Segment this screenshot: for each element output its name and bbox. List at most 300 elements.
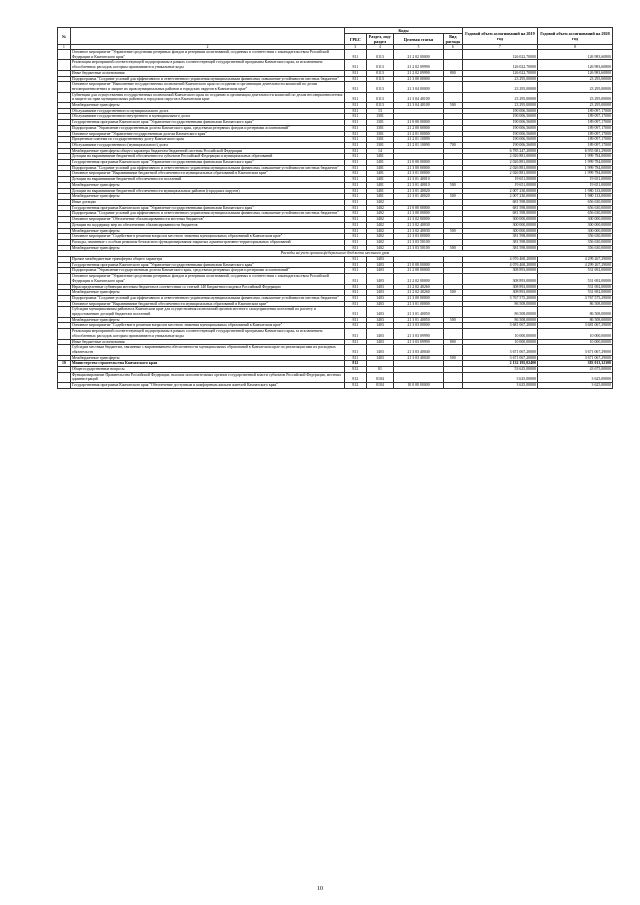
row-amount-2019-cell: 86 508,00000 — [462, 301, 537, 307]
row-name-cell: Межбюджетные трансферты — [70, 194, 344, 200]
row-target-cell: 21 3 04 40100 — [394, 92, 443, 102]
row-number-cell — [58, 383, 71, 389]
row-grbs-cell: 811 — [345, 329, 366, 339]
row-amount-2020-cell: 19 651,00000 — [537, 182, 612, 188]
row-target-cell: 21 2 01 10090 — [394, 137, 443, 143]
row-name-cell: Межбюджетные трансферты — [70, 317, 344, 323]
row-grbs-cell: 811 — [345, 70, 366, 76]
row-razdel-cell: 1402 — [366, 239, 394, 245]
row-name-cell: Подпрограмма "Создание условий для эффективного и ответственного управления муниципальными финансами, повышение устойчивости местных бюджетов" — [70, 211, 344, 217]
row-number-cell — [58, 345, 71, 355]
row-target-cell: 21 0 00 00000 — [394, 262, 443, 268]
row-razdel-cell: 0113 — [366, 70, 394, 76]
row-razdel-cell: 13 — [366, 108, 394, 114]
row-grbs-cell: 812 — [345, 383, 366, 389]
row-name-cell: Иные бюджетные ассигнования — [70, 339, 344, 345]
table-row — [58, 307, 613, 317]
row-name-cell: Реализация мероприятий соответствующей подпрограммы в рамках соответствующей государственной программы Камчатского края, за исключением обособленных расходов, которым присваиваются уникальные коды — [70, 329, 344, 339]
table-row — [58, 82, 613, 92]
table-row — [58, 383, 613, 389]
row-target-cell: 21 3 03 00000 — [394, 234, 443, 240]
table-row — [58, 274, 613, 284]
row-razdel-cell: 1301 — [366, 131, 394, 137]
row-razdel-cell: 1402 — [366, 211, 394, 217]
row-amount-2020-cell: 4 299 267,29000 — [537, 262, 612, 268]
row-amount-2020-cell: 189 097,17000 — [537, 108, 612, 114]
row-amount-2019-cell: 3 671 067,20000 — [462, 355, 537, 361]
row-number-cell — [58, 307, 71, 317]
row-grbs-cell: 811 — [345, 239, 366, 245]
row-razdel-cell: 1403 — [366, 345, 394, 355]
row-target-cell: 21 2 02 09990 — [394, 70, 443, 76]
row-expense-type-cell — [443, 82, 462, 92]
table-row — [58, 211, 613, 217]
row-amount-2019-cell: 19 651,00000 — [462, 182, 537, 188]
row-amount-2020-cell: 4 299 267,29000 — [537, 257, 612, 263]
row-name-cell: Межбюджетные трансферты — [70, 103, 344, 109]
row-grbs-cell: 811 — [345, 268, 366, 274]
row-name-cell: Межбюджетные трансферты — [70, 182, 344, 188]
header-vr: Вид расхода — [443, 34, 462, 45]
row-expense-type-cell — [443, 50, 462, 60]
row-target-cell: 21 3 01 00000 — [394, 301, 443, 307]
header-codes: Коды — [345, 28, 463, 34]
row-amount-2020-cell: 1 999 784,00000 — [537, 165, 612, 171]
row-amount-2020-cell: 3 625,00000 — [537, 383, 612, 389]
row-target-cell: 21 3 03 40040 — [394, 345, 443, 355]
row-name-cell: Подпрограмма "Управление государственным долгом Камчатского края, средствами резервных фондов и резервами ассигнований" — [70, 125, 344, 131]
row-amount-2019-cell: 308 893,00000 — [462, 274, 537, 284]
row-expense-type-cell — [443, 60, 462, 70]
row-grbs-cell: 811 — [345, 103, 366, 109]
row-target-cell: 21 3 01 00000 — [394, 171, 443, 177]
row-razdel-cell: 0113 — [366, 92, 394, 102]
row-razdel-cell: 1402 — [366, 205, 394, 211]
row-razdel-cell: 1402 — [366, 234, 394, 240]
row-amount-2020-cell: 300 000,00000 — [537, 228, 612, 234]
row-target-cell: 21 3 01 40020 — [394, 194, 443, 200]
row-target-cell: 21 3 00 00000 — [394, 295, 443, 301]
row-target-cell: 21 0 00 00000 — [394, 205, 443, 211]
row-target-cell: 21 3 02 40030 — [394, 228, 443, 234]
row-amount-2019-cell: 190 006,56000 — [462, 142, 537, 148]
row-expense-type-cell: 500 — [443, 103, 462, 109]
table-row — [58, 165, 613, 171]
row-amount-2020-cell: 189 097,17000 — [537, 125, 612, 131]
row-grbs-cell: 811 — [345, 148, 366, 154]
row-amount-2019-cell: 190 006,56000 — [462, 108, 537, 114]
row-razdel-cell: 1402 — [366, 199, 394, 205]
row-amount-2020-cell: 6 955 681,29000 — [537, 148, 612, 154]
row-razdel-cell: 0104 — [366, 372, 394, 382]
row-razdel-cell: 0104 — [366, 383, 394, 389]
row-target-cell: 21 2 00 00000 — [394, 125, 443, 131]
row-grbs-cell: 811 — [345, 108, 366, 114]
row-target-cell: 21 2 01 00000 — [394, 131, 443, 137]
row-amount-2019-cell: 23 295,00000 — [462, 103, 537, 109]
row-amount-2020-cell: 531 692,00000 — [537, 274, 612, 284]
row-amount-2020-cell: 1 980 133,00000 — [537, 188, 612, 194]
row-grbs-cell: 811 — [345, 290, 366, 296]
row-grbs-cell: 811 — [345, 171, 366, 177]
index-cell: 6 — [443, 45, 462, 50]
row-amount-2019-cell: 6 785 247,20000 — [462, 148, 537, 154]
row-number-cell — [58, 329, 71, 339]
row-grbs-cell: 811 — [345, 205, 366, 211]
row-grbs-cell: 811 — [345, 165, 366, 171]
row-amount-2020-cell: 189 097,17000 — [537, 131, 612, 137]
row-razdel-cell: 0113 — [366, 60, 394, 70]
row-target-cell: 21 3 01 40010 — [394, 177, 443, 183]
row-name-cell: Основное мероприятие "Выполнение государственных полномочий Камчатского края по созданию и организации деятельности комиссий по делам несовершеннолетних и защите их прав муниципальных районов и городских округов в Камчатском крае" — [70, 82, 344, 92]
table-row — [58, 329, 613, 339]
row-razdel-cell: 1401 — [366, 188, 394, 194]
row-grbs-cell: 811 — [345, 274, 366, 284]
row-expense-type-cell — [443, 345, 462, 355]
row-target-cell: 21 3 01 40050 — [394, 307, 443, 317]
row-name-cell: Расходы, связанные с особым режимом безопасного функционирования закрытых административно-территориальных образований — [70, 239, 344, 245]
row-name-cell: Дотации на выравнивание бюджетной обеспеченности субъектов Российской Федерации и муниципальных образований — [70, 154, 344, 160]
row-razdel-cell: 1403 — [366, 268, 394, 274]
row-target-cell: 21 3 03 40040 — [394, 355, 443, 361]
row-amount-2019-cell: 3 625,00000 — [462, 383, 537, 389]
row-amount-2020-cell: 23 295,00000 — [537, 103, 612, 109]
row-grbs-cell: 811 — [345, 355, 366, 361]
index-cell: 4 — [366, 45, 394, 50]
row-name-cell: Межбюджетные трансферты — [70, 245, 344, 251]
row-number-cell: 10 — [58, 361, 71, 367]
row-amount-2020-cell: 126 983,60800 — [537, 60, 612, 70]
row-razdel-cell: 1301 — [366, 114, 394, 120]
row-grbs-cell: 812 — [345, 372, 366, 382]
row-grbs-cell: 811 — [345, 131, 366, 137]
row-amount-2019-cell: 86 508,00000 — [462, 317, 537, 323]
row-amount-2020-cell: 3 671 067,29000 — [537, 355, 612, 361]
row-name-cell: Общегосударственные вопросы — [70, 367, 344, 373]
row-amount-2019-cell: 300 000,00000 — [462, 222, 537, 228]
row-number-cell — [58, 82, 71, 92]
row-name-cell: Межбюджетные трансферты — [70, 228, 344, 234]
row-amount-2020-cell: 1 980 133,00000 — [537, 194, 612, 200]
page-number: 10 — [317, 886, 323, 892]
row-amount-2020-cell: 656 630,00000 — [537, 199, 612, 205]
row-amount-2019-cell: 3 625,00000 — [462, 372, 537, 382]
row-amount-2019-cell: 2 026 881,00000 — [462, 154, 537, 160]
row-number-cell — [58, 274, 71, 284]
row-grbs-cell: 811 — [345, 92, 366, 102]
row-name-cell: Государственная программа Камчатского края "Управление государственными финансами Камчатского края" — [70, 262, 344, 268]
row-name-cell: Прочие межбюджетные трансферты общего характера — [70, 257, 344, 263]
row-name-cell: Подпрограмма "Создание условий для эффективного и ответственного управления муниципальными финансами, повышение устойчивости местных бюджетов" — [70, 295, 344, 301]
row-amount-2019-cell: 2 026 881,00000 — [462, 171, 537, 177]
row-expense-type-cell: 700 — [443, 142, 462, 148]
row-razdel-cell: 1301 — [366, 137, 394, 143]
row-grbs-cell: 812 — [345, 367, 366, 373]
row-amount-2020-cell: 383 013,32300 — [537, 361, 612, 367]
row-target-cell: 21 2 02 40260 — [394, 284, 443, 290]
row-amount-2020-cell: 300 000,00000 — [537, 217, 612, 223]
row-razdel-cell: 0113 — [366, 103, 394, 109]
row-amount-2020-cell: 23 295,00000 — [537, 82, 612, 92]
row-amount-2020-cell: 531 692,00000 — [537, 290, 612, 296]
row-amount-2020-cell: 86 508,00000 — [537, 307, 612, 317]
row-name-cell: Иные бюджетные ассигнования — [70, 70, 344, 76]
row-amount-2019-cell: 381 598,00000 — [462, 239, 537, 245]
row-razdel-cell: 1403 — [366, 329, 394, 339]
row-amount-2019-cell: 381 598,00000 — [462, 245, 537, 251]
row-amount-2020-cell: 189 097,17000 — [537, 114, 612, 120]
row-grbs-cell: 811 — [345, 295, 366, 301]
row-grbs-cell: 811 — [345, 317, 366, 323]
index-cell: 1 — [58, 45, 71, 50]
row-razdel-cell: 1401 — [366, 182, 394, 188]
row-amount-2020-cell: 3 681 067,29000 — [537, 323, 612, 329]
row-grbs-cell: 811 — [345, 160, 366, 166]
row-amount-2020-cell: 1 999 784,00000 — [537, 154, 612, 160]
row-target-cell: 21 2 02 00000 — [394, 50, 443, 60]
row-name-cell: Функционирование Правительства Российской Федерации, высших исполнительных органов государственной власти субъектов Российской Федерации, местных администраций — [70, 372, 344, 382]
row-expense-type-cell — [443, 274, 462, 284]
row-razdel-cell: 1403 — [366, 262, 394, 268]
row-amount-2020-cell: 189 097,17000 — [537, 137, 612, 143]
index-cell: 5 — [394, 45, 443, 50]
row-expense-type-cell: 500 — [443, 317, 462, 323]
row-amount-2019-cell: 10 000,00000 — [462, 339, 537, 345]
row-amount-2019-cell: 308 893,00000 — [462, 290, 537, 296]
row-amount-2019-cell: 190 006,56000 — [462, 137, 537, 143]
row-amount-2020-cell: 656 630,00000 — [537, 205, 612, 211]
row-amount-2019-cell: 19 651,00000 — [462, 177, 537, 183]
row-grbs-cell: 811 — [345, 262, 366, 268]
row-name-cell: Реализация мероприятий соответствующей подпрограммы в рамках соответствующей государственной программы Камчатского края, за исключением обособленных расходов, которым присваиваются уникальные коды — [70, 60, 344, 70]
row-grbs-cell: 811 — [345, 194, 366, 200]
row-grbs-cell: 811 — [345, 345, 366, 355]
row-amount-2019-cell: 681 598,00000 — [462, 205, 537, 211]
row-grbs-cell: 811 — [345, 188, 366, 194]
row-number-cell — [58, 60, 71, 70]
row-name-cell: Подпрограмма "Управление государственным долгом Камчатского края, средствами резервных фондов и резервами ассигнований" — [70, 268, 344, 274]
row-name-cell: Основное мероприятие "Управление государственным долгом Камчатского края" — [70, 131, 344, 137]
row-name-cell: Министерство строительства Камчатского края — [70, 361, 344, 367]
row-razdel-cell: 0113 — [366, 50, 394, 60]
row-name-cell: Основное мероприятие "Управление средствами резервных фондов и резервами ассигнований, созданных в соответствии с законодательством Российской Федерации и Камчатского края" — [70, 50, 344, 60]
row-amount-2019-cell: 2 026 881,00000 — [462, 165, 537, 171]
row-amount-2019-cell: 3 681 067,20000 — [462, 323, 537, 329]
row-amount-2019-cell: 308 893,00000 — [462, 284, 537, 290]
row-target-cell — [394, 372, 443, 382]
row-target-cell: 21 3 04 00000 — [394, 82, 443, 92]
index-cell: 7 — [462, 45, 537, 50]
row-razdel-cell: 1403 — [366, 284, 394, 290]
row-target-cell: 21 3 03 50100 — [394, 239, 443, 245]
row-amount-2019-cell: 190 006,56000 — [462, 114, 537, 120]
row-razdel-cell: 1401 — [366, 165, 394, 171]
row-target-cell: 21 3 02 00000 — [394, 217, 443, 223]
row-razdel-cell: 1403 — [366, 290, 394, 296]
row-grbs-cell: 811 — [345, 228, 366, 234]
row-amount-2019-cell: 190 006,56000 — [462, 131, 537, 137]
header-2020: Годовой объем ассигнований на 2020 год — [537, 28, 612, 45]
row-name-cell: Обслуживание государственного (муниципального) долга — [70, 142, 344, 148]
row-name-cell: Процентные платежи по государственному долгу Камчатского края — [70, 137, 344, 143]
row-amount-2019-cell: 2 026 881,00000 — [462, 160, 537, 166]
row-amount-2020-cell: 1 999 784,00000 — [537, 171, 612, 177]
row-razdel-cell: 0113 — [366, 76, 394, 82]
row-amount-2019-cell: 23 295,00000 — [462, 82, 537, 92]
row-razdel-cell: 1301 — [366, 142, 394, 148]
row-razdel-cell: 1301 — [366, 120, 394, 126]
row-target-cell: 21 2 00 00000 — [394, 268, 443, 274]
row-grbs-cell: 811 — [345, 307, 366, 317]
row-amount-2019-cell: 681 598,00000 — [462, 199, 537, 205]
row-grbs-cell: 811 — [345, 217, 366, 223]
row-grbs-cell: 811 — [345, 177, 366, 183]
row-expense-type-cell — [443, 383, 462, 389]
row-razdel-cell: 1301 — [366, 125, 394, 131]
budget-table — [57, 27, 613, 389]
row-target-cell: 21 2 02 09990 — [394, 60, 443, 70]
row-target-cell: 21 2 01 10090 — [394, 142, 443, 148]
row-amount-2019-cell: 3 671 067,20000 — [462, 345, 537, 355]
row-expense-type-cell: 800 — [443, 339, 462, 345]
row-name-cell: Государственная программа Камчатского края "Управление государственными финансами Камчатского края" — [70, 205, 344, 211]
row-amount-2020-cell: 3 625,00000 — [537, 372, 612, 382]
row-amount-2020-cell: 10 000,00000 — [537, 339, 612, 345]
header-no: № — [58, 28, 71, 45]
row-grbs-cell: 811 — [345, 142, 366, 148]
row-grbs-cell: 811 — [345, 154, 366, 160]
row-grbs-cell: 811 — [345, 301, 366, 307]
row-expense-type-cell — [443, 307, 462, 317]
row-amount-2019-cell: 86 508,00000 — [462, 307, 537, 317]
row-grbs-cell: 811 — [345, 76, 366, 82]
row-target-cell: 21 3 03 09990 — [394, 339, 443, 345]
row-name-cell: Дотации на поддержку мер по обеспечению сбалансированности бюджетов — [70, 222, 344, 228]
row-amount-2020-cell: 356 630,00000 — [537, 239, 612, 245]
row-amount-2020-cell: 300 000,00000 — [537, 222, 612, 228]
row-name-cell: Основное мероприятие "Содействие в решении вопросов местного значения муниципальных образований в Камчатском крае" — [70, 234, 344, 240]
row-amount-2020-cell: 10 000,00000 — [537, 329, 612, 339]
row-name-cell: Нераспределенные субвенции местным бюджетам в соответствии со статьей 140 Бюджетного кодекса Российской Федерации — [70, 284, 344, 290]
row-amount-2020-cell: 23 295,00000 — [537, 92, 612, 102]
row-razdel-cell: 1401 — [366, 171, 394, 177]
row-razdel-cell: 1401 — [366, 160, 394, 166]
row-expense-type-cell: 500 — [443, 290, 462, 296]
row-amount-2019-cell: 2 007 230,00000 — [462, 194, 537, 200]
row-name-cell: Основное мероприятие "Выравнивание бюджетной обеспеченности муниципальных образований в Камчатском крае" — [70, 301, 344, 307]
row-number-cell — [58, 372, 71, 382]
row-razdel-cell: 01 — [366, 367, 394, 373]
row-name-cell: Иные дотации — [70, 199, 344, 205]
row-amount-2019-cell: 4 076 468,20000 — [462, 262, 537, 268]
row-grbs-cell: 811 — [345, 82, 366, 92]
row-grbs-cell: 811 — [345, 50, 366, 60]
table-row — [58, 92, 613, 102]
row-amount-2020-cell: 19 651,00000 — [537, 177, 612, 183]
row-amount-2019-cell: 3 767 575,20000 — [462, 295, 537, 301]
row-amount-2019-cell: 126 022,70000 — [462, 60, 537, 70]
row-grbs-cell: 811 — [345, 245, 366, 251]
row-amount-2019-cell: 308 893,00000 — [462, 268, 537, 274]
row-expense-type-cell: 500 — [443, 245, 462, 251]
row-target-cell: 21 3 03 00000 — [394, 323, 443, 329]
row-grbs-cell: 811 — [345, 60, 366, 70]
row-amount-2020-cell: 126 983,60800 — [537, 50, 612, 60]
row-amount-2019-cell: 53 625,00000 — [462, 367, 537, 373]
row-amount-2020-cell: 126 983,60800 — [537, 70, 612, 76]
row-razdel-cell: 14 — [366, 148, 394, 154]
row-name-cell: Обслуживание государственного внутреннего и муниципального долга — [70, 114, 344, 120]
row-grbs-cell: 811 — [345, 323, 366, 329]
row-amount-2020-cell: 656 630,00000 — [537, 211, 612, 217]
row-name-cell: Межбюджетные трансферты — [70, 290, 344, 296]
row-target-cell: 21 3 03 50100 — [394, 245, 443, 251]
row-target-cell: 21 3 00 00000 — [394, 76, 443, 82]
row-amount-2019-cell: 126 022,70000 — [462, 50, 537, 60]
row-razdel-cell: 1402 — [366, 228, 394, 234]
row-grbs-cell: 811 — [345, 234, 366, 240]
header-grbs: ГРБС — [345, 34, 366, 45]
row-amount-2020-cell: 189 097,17000 — [537, 142, 612, 148]
row-expense-type-cell: 500 — [443, 355, 462, 361]
row-name-cell: Субвенции для осуществления государственных полномочий Камчатского края по созданию и организации деятельности комиссий по делам несовершеннолетних и защите их прав муниципальных районов и городских округов в Камчатском крае — [70, 92, 344, 102]
row-name-cell: Основное мероприятие "Содействие в решении вопросов местного значения муниципальных образований в Камчатском крае" — [70, 323, 344, 329]
row-grbs-cell: 811 — [345, 114, 366, 120]
row-razdel-cell: 1403 — [366, 323, 394, 329]
row-target-cell: 21 3 02 40030 — [394, 222, 443, 228]
row-target-cell: 21 0 00 00000 — [394, 120, 443, 126]
row-amount-2020-cell: 356 630,00000 — [537, 234, 612, 240]
row-razdel-cell: 1401 — [366, 194, 394, 200]
row-expense-type-cell: 500 — [443, 194, 462, 200]
row-name-cell: Межбюджетные трансферты — [70, 355, 344, 361]
row-amount-2020-cell: 1 999 784,00000 — [537, 160, 612, 166]
row-amount-2019-cell: 381 598,00000 — [462, 234, 537, 240]
table-header — [58, 28, 613, 50]
table-row — [58, 372, 613, 382]
row-amount-2019-cell: 10 000,00000 — [462, 329, 537, 339]
row-amount-2020-cell: 86 508,00000 — [537, 317, 612, 323]
row-name-cell: Основное мероприятие "Управление средствами резервных фондов и резервами ассигнований, созданных в соответствии с законодательством Российской Федерации и Камчатского края" — [70, 274, 344, 284]
row-razdel-cell: 1403 — [366, 301, 394, 307]
row-razdel-cell: 1403 — [366, 355, 394, 361]
row-razdel-cell: 1403 — [366, 307, 394, 317]
header-cs: Целевая статья — [394, 34, 443, 45]
row-name-cell: Государственная программа Камчатского края "Обеспечение доступным и комфортным жильем жителей Камчатского края" — [70, 383, 344, 389]
row-razdel-cell: 1403 — [366, 317, 394, 323]
row-amount-2020-cell: 3 767 575,29000 — [537, 295, 612, 301]
row-name-cell: Подпрограмма "Создание условий для эффективного и ответственного управления муниципальными финансами, повышение устойчивости местных бюджетов" — [70, 165, 344, 171]
row-expense-type-cell — [443, 372, 462, 382]
row-razdel-cell: 1402 — [366, 245, 394, 251]
header-2019: Годовой объем ассигнований на 2019 год — [462, 28, 537, 45]
row-amount-2019-cell: 23 295,00000 — [462, 76, 537, 82]
table-row — [58, 60, 613, 70]
row-name-cell: Дотации на выравнивание бюджетной обеспеченности поселений — [70, 177, 344, 183]
row-number-cell — [58, 50, 71, 60]
row-amount-2020-cell: 531 692,00000 — [537, 284, 612, 290]
header-razdel: Раздел, под-раздел — [366, 34, 394, 45]
index-cell: 3 — [345, 45, 366, 50]
table-row — [58, 50, 613, 60]
table-row — [58, 295, 613, 301]
row-grbs-cell: 811 — [345, 182, 366, 188]
row-amount-2020-cell: 43 675,00000 — [537, 367, 612, 373]
row-amount-2020-cell: 23 295,00000 — [537, 76, 612, 82]
index-cell: 2 — [70, 45, 344, 50]
row-razdel-cell: 0113 — [366, 82, 394, 92]
row-amount-2019-cell: 4 076 468,20000 — [462, 257, 537, 263]
